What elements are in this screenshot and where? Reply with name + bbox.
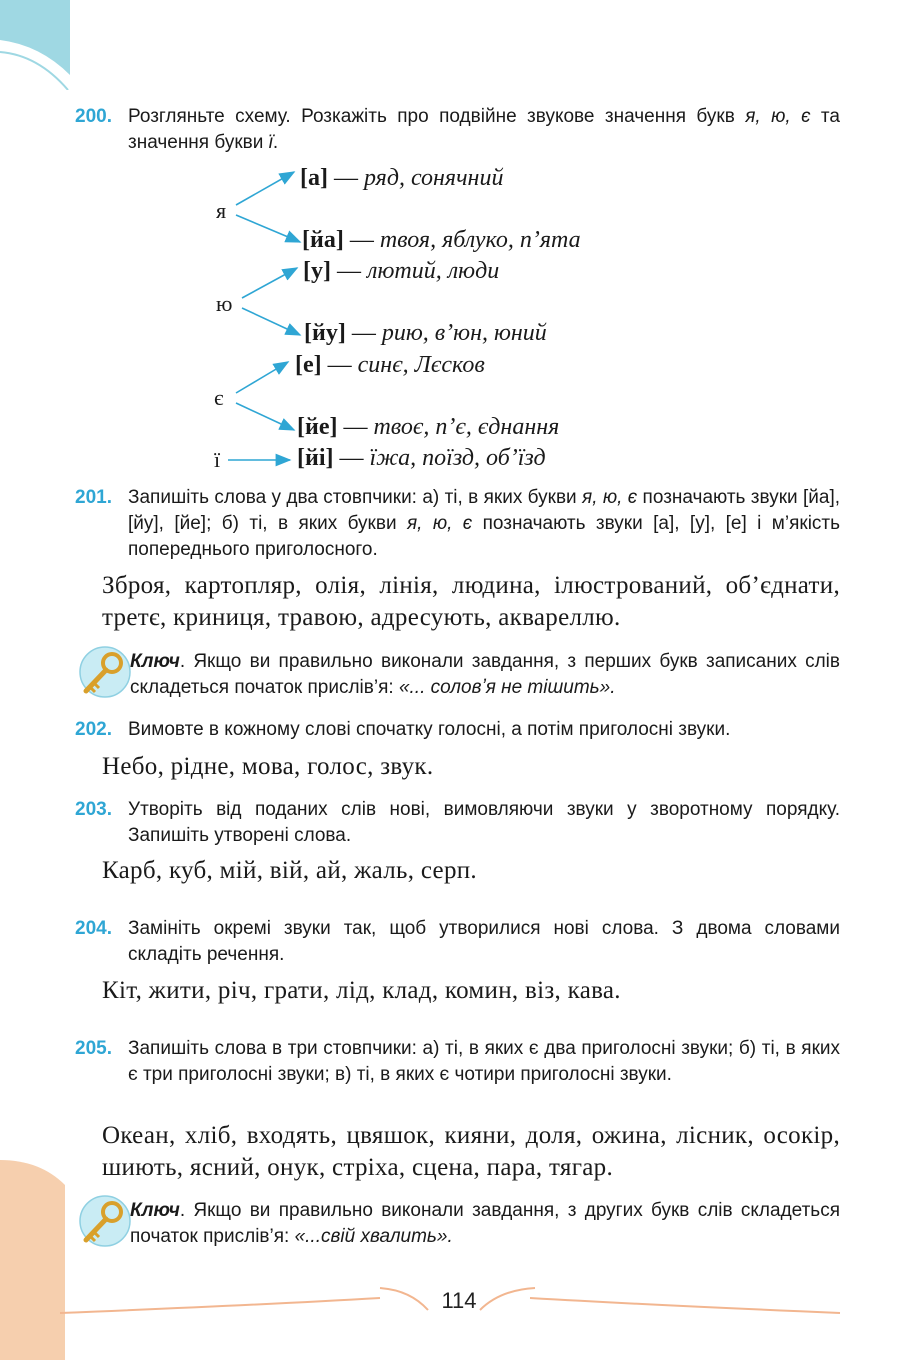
exercise-203 [75,797,840,849]
exercise-number: 205. [75,1038,112,1059]
key-hint: Ключ. Якщо ви правильно виконали завдання, з перших букв записаних слів складеться початок прислів’я: «... соловʼя не тішить». [78,649,840,701]
exercise-200 [75,104,840,156]
letter-ye: є [214,385,224,410]
letter-ya: я [216,198,227,223]
exercise-number: 202. [75,719,112,740]
corner-decoration-top [0,0,70,90]
scheme-entry: [йа] — твоя, яблуко, п’ята [302,227,581,253]
page-number: 114 [441,1288,477,1313]
exercise-number: 203. [75,799,112,820]
exercise-words: Океан, хліб, входять, цвяшок, кияни, доля, ожина, лісник, осокір, шиють, ясний, онук, стріха, сцена, пара, тягар. [102,1122,840,1181]
scheme-entry: [йу] — рию, в’юн, юний [304,320,547,346]
exercise-instruction: Замініть окремі звуки так, щоб утворилися нові слова. З двома словами складіть речення. [128,918,840,965]
exercise-instruction: Утворіть від поданих слів нові, вимовляючи звуки у зворотному порядку. Запишіть утворені слова. [128,799,840,846]
exercise-instruction: Вимовте в кожному слові спочатку голосні, а потім приголосні звуки. [128,719,731,740]
exercise-202 [75,717,840,743]
key-icon [78,1194,133,1249]
key-icon [78,645,133,700]
scheme-entry: [е] — синє, Лєсков [295,352,485,378]
exercise-instruction: Розгляньте схему. Розкажіть про подвійне звукове значення букв я, ю, є та значення букви ї. [128,106,840,153]
exercise-number: 200. [75,106,112,127]
letter-yu: ю [216,291,233,316]
exercise-201 [75,485,840,563]
exercise-words: Кіт, жити, річ, грати, лід, клад, комин, віз, кава. [102,977,621,1004]
exercise-words: Карб, куб, мій, вій, ай, жаль, серп. [102,857,477,884]
key-hint: Ключ. Якщо ви правильно виконали завдання, з других букв слів складеться початок прислів’я: «...свій хвалить». [78,1198,840,1250]
exercise-205 [75,1036,840,1088]
letter-yi: ї [214,447,221,472]
scheme-entry: [у] — лютий, люди [303,258,500,284]
exercise-number: 204. [75,918,112,939]
exercise-204 [75,916,840,968]
exercise-number: 201. [75,487,112,508]
exercise-words: Зброя, картопляр, олія, лінія, людина, ілюстрований, об’єднати, третє, криниця, травою, адресують, аквареллю. [102,572,840,631]
corner-decoration-bottom [0,1160,70,1360]
exercise-instruction: Запишіть слова в три стовпчики: а) ті, в яких є два приголосні звуки; б) ті, в яких є три приголосні звуки; в) ті, в яких є чотири приголосні звуки. [128,1038,840,1085]
scheme-entry: [а] — ряд, сонячний [300,165,504,191]
scheme-entry: [йе] — твоє, п’є, єднання [297,414,560,440]
scheme-entry: [йі] — їжа, поїзд, об’їзд [297,445,546,471]
exercise-instruction: Запишіть слова у два стовпчики: а) ті, в яких букви я, ю, є позначають звуки [йа], [йу], [йе]; б) ті, в яких букви я, ю, є позначають звуки [а], [у], [е] і м’якість попереднього приголосного. [128,487,841,560]
letter-sound-scheme [200,160,700,480]
exercise-words: Небо, рідне, мова, голос, звук. [102,753,434,780]
